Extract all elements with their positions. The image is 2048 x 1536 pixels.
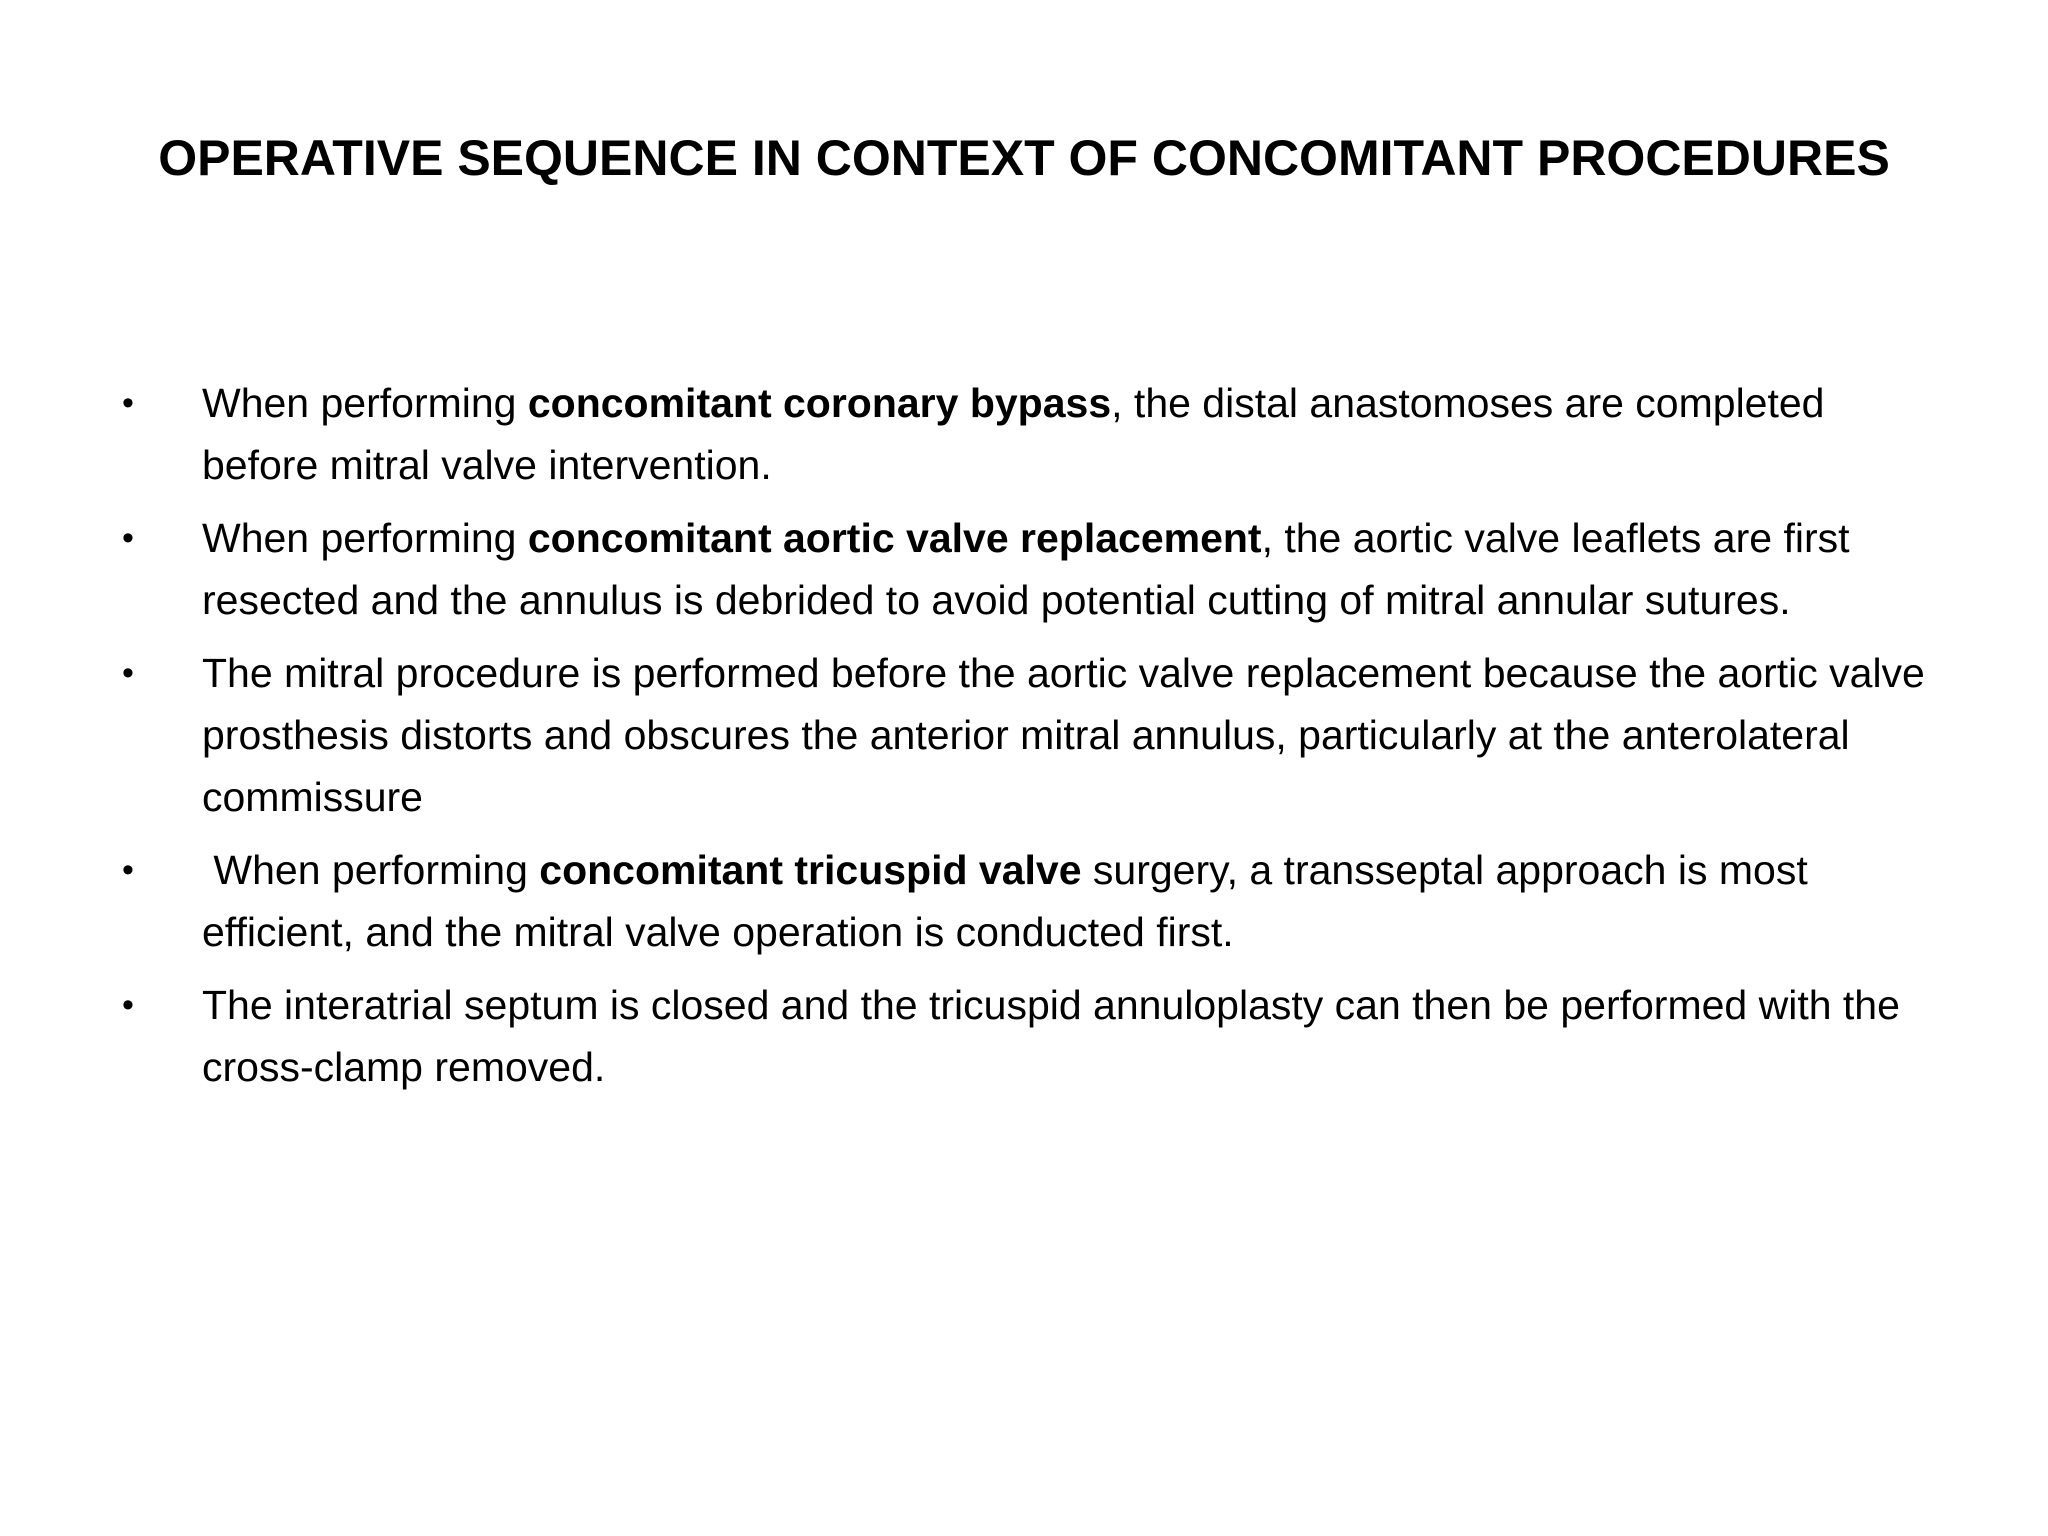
bullet-text-bold: concomitant tricuspid valve bbox=[539, 847, 1082, 893]
bullet-text-part: surgery, a transseptal approach is most efficient, and the mitral valve operation is conducted first. bbox=[202, 847, 1808, 955]
bullet-text-part: The interatrial septum is closed and the tricuspid annuloplasty can then be performed with the cross-clamp removed. bbox=[202, 982, 1900, 1090]
bullet-dot-icon: • bbox=[122, 654, 134, 692]
bullet-text-part: , the distal anastomoses are completed before mitral valve intervention. bbox=[202, 380, 1825, 488]
bullet-text bbox=[202, 650, 1925, 820]
bullet-item bbox=[122, 839, 1942, 963]
bullet-text-part: , the aortic valve leaflets are first resected and the annulus is debrided to avoid potential cutting of mitral annular sutures. bbox=[202, 515, 1850, 623]
bullet-text-part: When performing bbox=[202, 515, 528, 561]
bullet-text bbox=[202, 847, 1808, 955]
bullet-dot-icon: • bbox=[122, 384, 134, 422]
bullet-text bbox=[202, 515, 1850, 623]
bullet-text-part: When performing bbox=[202, 847, 540, 893]
bullet-item bbox=[122, 372, 1942, 496]
bullet-dot-icon: • bbox=[122, 851, 134, 889]
bullet-text-part: When performing bbox=[202, 380, 528, 426]
bullet-dot-icon: • bbox=[122, 519, 134, 557]
bullet-dot-icon: • bbox=[122, 986, 134, 1024]
bullet-text-bold: concomitant aortic valve replacement bbox=[527, 515, 1262, 561]
bullet-item bbox=[122, 507, 1942, 631]
bullet-list bbox=[122, 372, 1942, 1109]
bullet-text-bold: concomitant coronary bypass bbox=[527, 380, 1112, 426]
bullet-text-part: The mitral procedure is performed before the aortic valve replacement because the aortic valve prosthesis distorts and obscures the anterior mitral annulus, particularly at the anterolateral commissure bbox=[202, 650, 1925, 820]
bullet-text bbox=[202, 982, 1900, 1090]
slide-title: OPERATIVE SEQUENCE IN CONTEXT OF CONCOMITANT PROCEDURES bbox=[158, 130, 1890, 186]
bullet-item bbox=[122, 642, 1942, 828]
bullet-text bbox=[202, 380, 1824, 488]
bullet-item bbox=[122, 974, 1942, 1098]
